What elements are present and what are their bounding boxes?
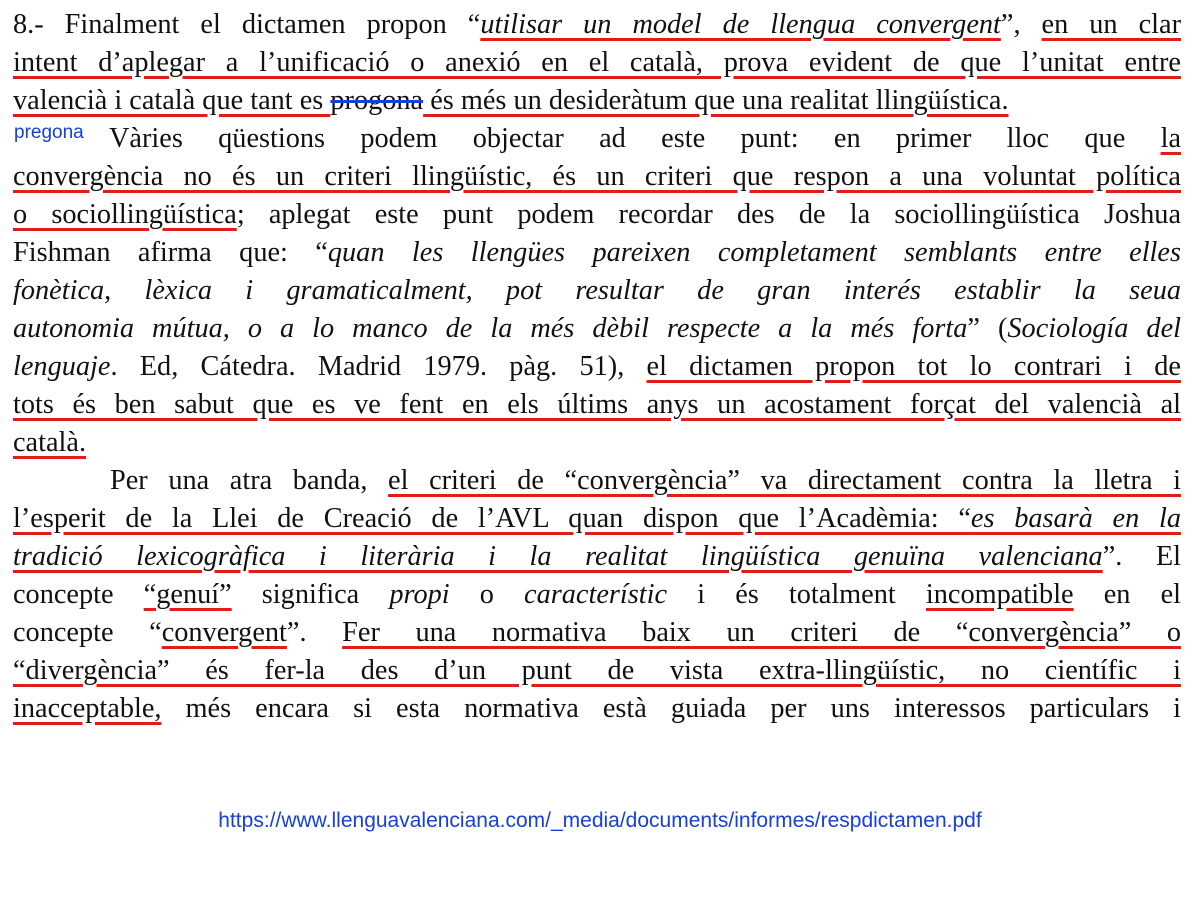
paragraph-line: Fishman afirma que: “quan les llengües pareixen completament semblants entre elles [13,237,1181,268]
paragraph-line [13,44,1181,82]
underlined-phrase: intent d’aplegar a l’unificació o anexió en el català, prova evident de que l’unitat entre [13,47,1181,78]
paragraph-line [13,424,1181,462]
margin-correction-note: pregona [14,122,84,143]
paragraph-line [13,158,1181,196]
underlined-word: “genuí” [143,579,232,610]
paragraph-line: concepte “genuí” significa propi o característic i és totalment incompatible en el [13,579,1182,610]
italic-word: propi [389,579,450,610]
underlined-phrase: l’esperit de la Llei de Creació de l’AVL quan dispon que l’Acadèmia: “ [13,503,971,534]
underlined-phrase: el criteri de “convergència” va directament contra la lletra i [388,465,1181,496]
paragraph-line: lenguaje. Ed, Cátedra. Madrid 1979. pàg. 51), el dictamen propon tot lo contrari i de [13,351,1181,382]
underlined-phrase: “divergència” és fer-la des d’un punt de vista extra-llingüístic, no científic i [13,655,1181,686]
underlined-word: convergent [161,617,287,648]
underlined-phrase: valencià i català que tant es [13,85,331,116]
paragraph-line: inacceptable, més encara si esta normativa està guiada per uns interessos particulars i [13,693,1181,724]
paragraph-line [13,652,1181,690]
paragraph-line [13,82,1181,120]
paragraph-line: autonomia mútua, o a lo manco de la més dèbil respecte a la més forta” (Sociología del [13,313,1181,344]
paragraph-line: pregona Vàries qüestions podem objectar ad este punt: en primer lloc que la [14,122,1181,154]
book-title: Sociología del [1007,313,1181,344]
underlined-phrase: el dictamen propon tot lo contrari i de [646,351,1181,382]
underlined-phrase: tots és ben sabut que es ve fent en els últims anys un acostament forçat del valencià al [13,389,1181,420]
paragraph-line: o sociollingüística; aplegat este punt podem recordar des de la sociollingüística Joshua [13,199,1182,230]
italic-word: característic [524,579,668,610]
underlined-word: incompatible [925,579,1074,610]
underlined-phrase: en un clar [1041,9,1181,40]
underlined-phrase: és més un desideràtum que una realitat llingüística. [423,85,1009,116]
underlined-phrase: o sociollingüística [13,199,237,230]
paragraph-line [13,386,1181,424]
underlined-phrase: català. [13,427,87,458]
paragraph-line: 8.- Finalment el dictamen propon “utilisar un model de llengua convergent”, en un clar [13,9,1181,40]
document-body [13,6,1181,728]
underlined-quote: tradició lexicogràfica i literària i la realitat lingüística genuïna valenciana [13,541,1103,572]
paragraph-line: concepte “convergent”. Fer una normativa baix un criteri de “convergència” o [13,617,1181,648]
underlined-phrase: Fer una normativa baix un criteri de “convergència” o [342,617,1181,648]
book-title: lenguaje [13,351,111,382]
paragraph-line: Per una atra banda, el criteri de “convergència” va directament contra la lletra i [110,465,1181,496]
underlined-phrase: convergència no és un criteri llingüístic, és un criteri que respon a una voluntat política [13,161,1181,192]
paragraph-line: fonètica, lèxica i gramaticalment, pot resultar de gran interés establir la seua [13,275,1181,306]
underlined-quote: utilisar un model de llengua convergent [480,9,1001,40]
underlined-word: inacceptable, [13,693,162,724]
paragraph-line: tradició lexicogràfica i literària i la realitat lingüística genuïna valenciana”. El [13,541,1182,572]
paragraph-line [13,500,1181,538]
italic-quote: autonomia mútua, o a lo manco de la més dèbil respecte a la més forta [13,313,968,344]
underlined-quote: es basarà en la [970,503,1181,534]
source-url-link[interactable]: https://www.llenguavalenciana.com/_media/documents/informes/respdictamen.pdf [218,809,982,832]
italic-quote: quan les llengües pareixen completament semblants entre elles [327,237,1181,268]
underlined-phrase: la [1160,123,1181,154]
struck-word: progona [330,85,424,116]
